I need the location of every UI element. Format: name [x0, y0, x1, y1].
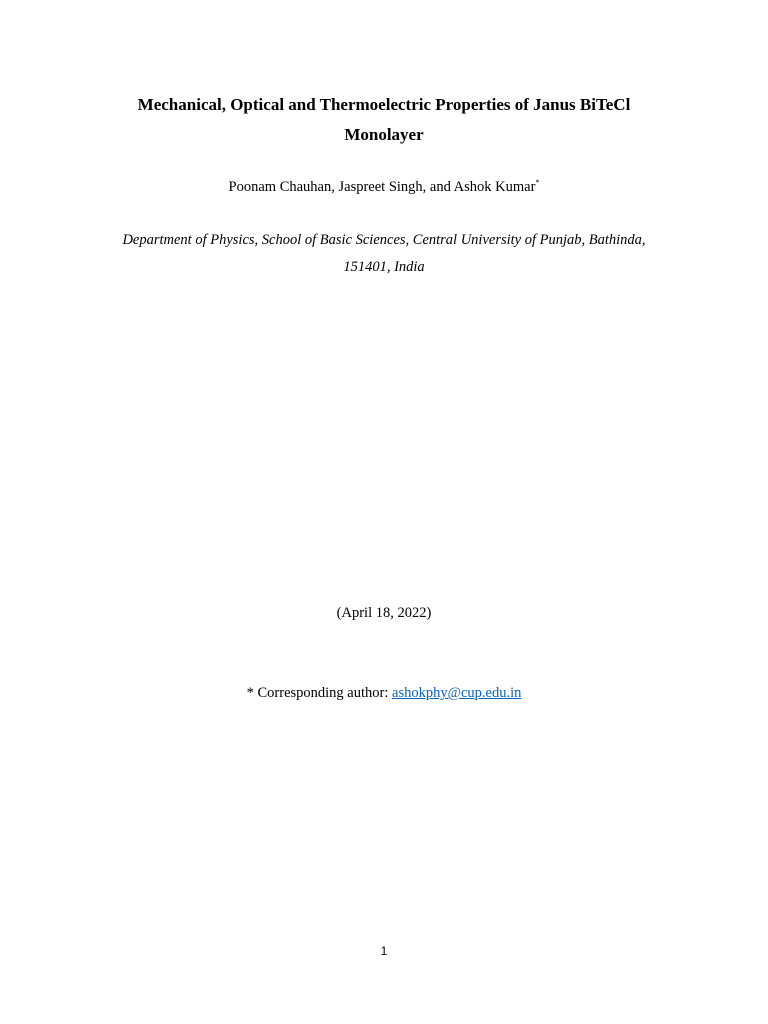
author-names: Poonam Chauhan, Jaspreet Singh, and Ashok Kumar	[228, 179, 536, 195]
affiliation-line-1: Department of Physics, School of Basic Sciences, Central University of Punjab, Bathinda,	[122, 232, 646, 248]
corresponding-author-mark: *	[535, 178, 540, 187]
affiliation	[60, 227, 708, 281]
title-line-2: Monolayer	[344, 125, 424, 144]
author-list	[60, 177, 708, 197]
paper-title	[60, 90, 708, 150]
publication-date: (April 18, 2022)	[336, 605, 432, 621]
title-line-1: Mechanical, Optical and Thermoelectric Properties of Janus BiTeCl	[137, 95, 631, 114]
corresponding-author-label: * Corresponding author:	[246, 685, 393, 701]
page-number: 1	[380, 944, 388, 958]
corresponding-email-link[interactable]: ashokphy@cup.edu.in	[392, 685, 522, 701]
corresponding-author	[60, 683, 708, 703]
affiliation-line-2: 151401, India	[343, 259, 425, 275]
